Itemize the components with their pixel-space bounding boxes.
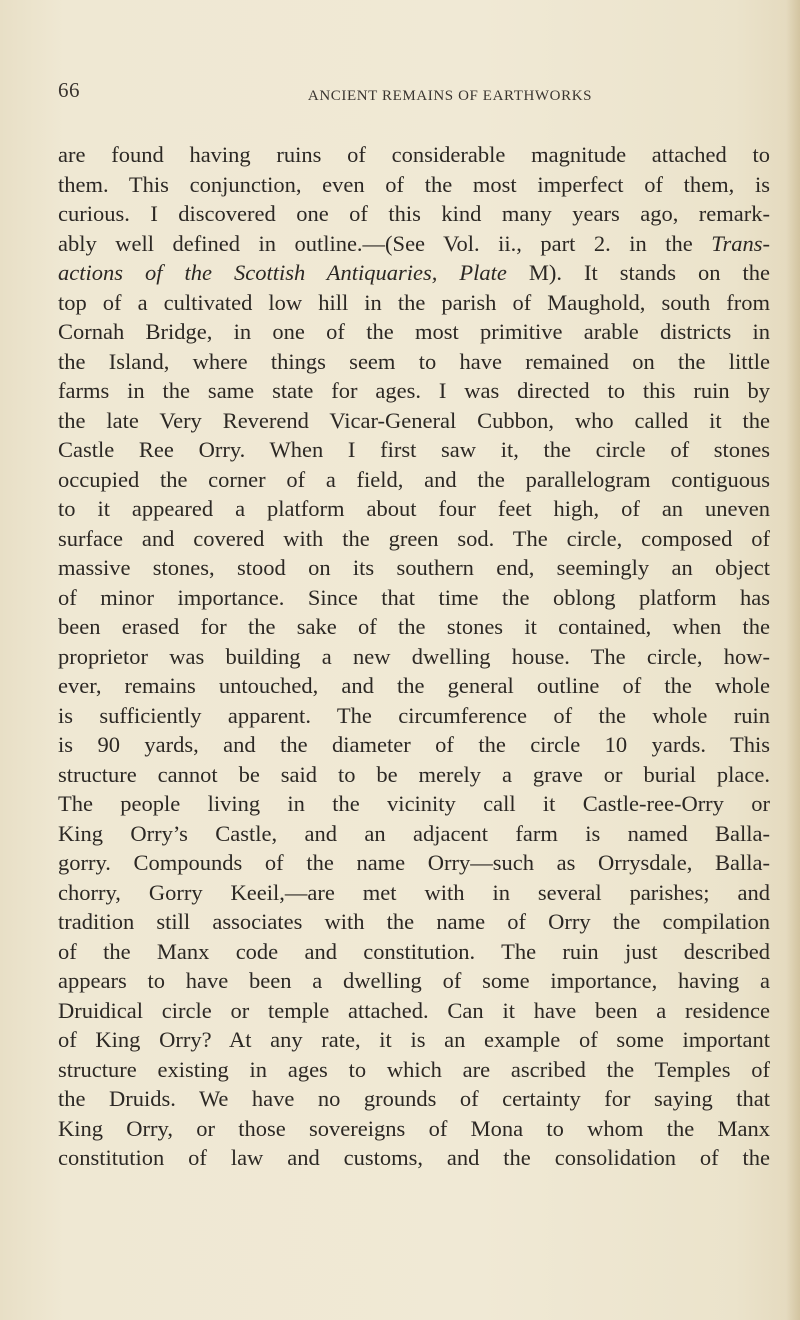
text-segment: of the Manx code and constitution. The ruin just described — [58, 938, 770, 964]
body-paragraph — [58, 140, 770, 1173]
text-segment: ever, remains untouched, and the general outline of the whole — [58, 673, 770, 698]
text-line — [58, 199, 770, 229]
text-line — [58, 701, 770, 731]
text-line — [58, 170, 770, 200]
text-segment: are found having ruins of considerable magnitude attached to — [58, 142, 770, 167]
text-segment: occupied the corner of a field, and the parallelogram contiguous — [58, 466, 770, 492]
text-segment: the Island, where things seem to have remained on the little — [58, 348, 770, 374]
text-segment: farms in the same state for ages. I was directed to this ruin by — [58, 378, 770, 403]
italic-text-segment: Trans- — [711, 230, 770, 256]
text-segment: of King Orry? At any rate, it is an example of some important — [58, 1027, 770, 1052]
text-line — [58, 288, 770, 318]
text-line — [58, 494, 770, 524]
text-segment: top of a cultivated low hill in the parish of Maughold, south from — [58, 289, 770, 315]
text-line — [58, 583, 770, 613]
text-line — [58, 671, 770, 701]
text-line — [58, 229, 770, 259]
text-segment: the late Very Reverend Vicar-General Cubbon, who called it the — [58, 407, 770, 433]
text-segment: King Orry’s Castle, and an adjacent farm is named Balla- — [58, 820, 770, 846]
text-segment: of minor importance. Since that time the oblong platform has — [58, 584, 770, 610]
text-line — [58, 760, 770, 790]
italic-text-segment: actions of the Scottish Antiquaries, Plate — [58, 260, 507, 285]
text-segment: The people living in the vicinity call it Castle-ree-Orry or — [58, 791, 770, 816]
text-segment: Druidical circle or temple attached. Can it have been a residence — [58, 997, 770, 1023]
text-segment: proprietor was building a new dwelling house. The circle, how- — [58, 643, 770, 669]
text-segment: constitution of law and customs, and the consolidation of the — [58, 1145, 770, 1170]
text-line — [58, 347, 770, 377]
text-segment: is sufficiently apparent. The circumference of the whole ruin — [58, 702, 770, 728]
page-edge-shading — [786, 0, 800, 1320]
text-line — [58, 1084, 770, 1114]
text-line — [58, 937, 770, 967]
text-line — [58, 848, 770, 878]
text-segment: tradition still associates with the name of Orry the compilation — [58, 909, 770, 934]
text-line — [58, 1143, 770, 1173]
text-line — [58, 435, 770, 465]
text-segment: King Orry, or those sovereigns of Mona to whom the Manx — [58, 1115, 770, 1141]
text-line — [58, 819, 770, 849]
text-line — [58, 553, 770, 583]
text-line — [58, 789, 770, 819]
text-line — [58, 1114, 770, 1144]
text-segment: structure existing in ages to which are ascribed the Temples of — [58, 1056, 770, 1082]
text-line — [58, 730, 770, 760]
text-line — [58, 140, 770, 170]
text-segment: massive stones, stood on its southern end, seemingly an object — [58, 555, 770, 580]
text-segment: been erased for the sake of the stones it contained, when the — [58, 614, 770, 639]
text-segment: to it appeared a platform about four feet high, of an uneven — [58, 496, 770, 521]
text-line — [58, 612, 770, 642]
text-line — [58, 524, 770, 554]
text-segment: curious. I discovered one of this kind many years ago, remark- — [58, 201, 770, 226]
text-segment: surface and covered with the green sod. The circle, composed of — [58, 525, 770, 551]
text-line — [58, 376, 770, 406]
page-number: 66 — [58, 78, 80, 102]
text-segment: appears to have been a dwelling of some importance, having a — [58, 968, 770, 993]
text-segment: ably well defined in outline.—(See Vol. ii., part 2. in the — [58, 230, 712, 256]
text-line — [58, 465, 770, 495]
text-segment: structure cannot be said to be merely a grave or burial place. — [58, 761, 770, 787]
text-line — [58, 258, 770, 288]
text-line — [58, 907, 770, 937]
text-segment: gorry. Compounds of the name Orry—such as Orrysdale, Balla- — [58, 850, 770, 875]
text-segment: chorry, Gorry Keeil,—are met with in several parishes; and — [58, 879, 770, 905]
text-segment: Cornah Bridge, in one of the most primitive arable districts in — [58, 319, 770, 344]
text-segment: Castle Ree Orry. When I first saw it, the circle of stones — [58, 437, 770, 462]
text-line — [58, 966, 770, 996]
text-segment: M). It stands on the — [506, 260, 770, 285]
text-line — [58, 1025, 770, 1055]
text-segment: the Druids. We have no grounds of certainty for saying that — [58, 1086, 770, 1111]
text-line — [58, 1055, 770, 1085]
running-title: ANCIENT REMAINS OF EARTHWORKS — [307, 88, 593, 104]
text-line — [58, 996, 770, 1026]
text-line — [58, 878, 770, 908]
text-segment: them. This conjunction, even of the most imperfect of them, is — [58, 171, 770, 197]
text-line — [58, 406, 770, 436]
text-line — [58, 317, 770, 347]
text-segment: is 90 yards, and the diameter of the circle 10 yards. This — [58, 732, 770, 757]
text-line — [58, 642, 770, 672]
